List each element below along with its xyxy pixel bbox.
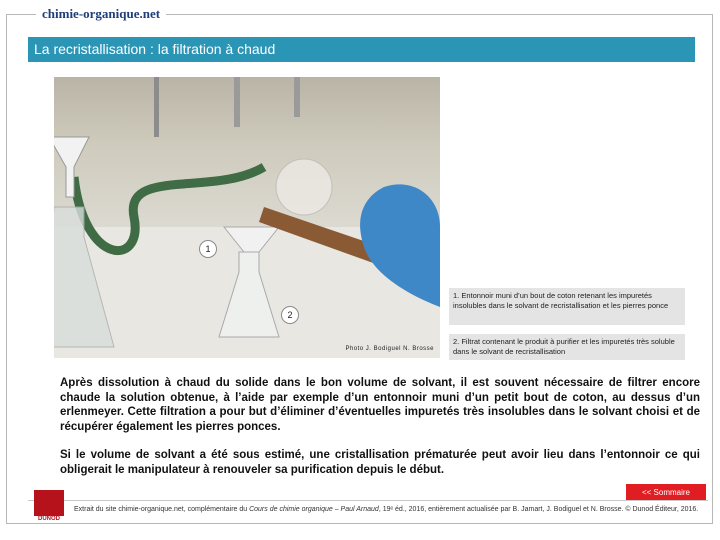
caption-2: 2. Filtrat contenant le produit à purifier et les impuretés très soluble dans le solvant de recristallisation [449, 334, 685, 360]
photo-illustration [54, 77, 440, 358]
logo-text: DUNOD [38, 516, 60, 522]
caption-1: 1. Entonnoir muni d’un bout de coton retenant les impuretés insolubles dans le solvant de recristallisation et les pierres ponce [449, 288, 685, 325]
page-title: La recristallisation : la filtration à chaud [28, 37, 695, 62]
lab-photo [54, 77, 440, 358]
sommaire-button[interactable]: << Sommaire [626, 484, 706, 501]
footer-credit [74, 505, 714, 515]
site-name: chimie-organique.net [36, 6, 166, 22]
footer-divider [28, 500, 708, 501]
rod [154, 77, 159, 137]
round-flask [276, 159, 332, 215]
photo-label-1: 1 [199, 240, 217, 258]
photo-label-2: 2 [281, 306, 299, 324]
paragraph-1: Après dissolution à chaud du solide dans le bon volume de solvant, il est souvent nécessaire de filtrer encore chaude la solution obtenue, à l’aide par exemple d’un entonnoir muni d’un petit bout de coton, au dessus d’un erlenmeyer. Cette filtration a pour but d’éliminer d’éventuelles impuretés très insolubles dans le solvant choisi et de récupérer également les pierres ponces. [60, 377, 700, 433]
footer-book-title: Cours de chimie organique – Paul Arnaud [249, 506, 379, 513]
logo-mark [34, 490, 64, 516]
footer-text-a: Extrait du site chimie-organique.net, complémentaire du [74, 506, 250, 513]
dunod-logo [34, 490, 64, 524]
rod [234, 77, 240, 127]
funnel-left [54, 137, 89, 197]
photo-credit: Photo J. Bodiguel N. Brosse [345, 346, 434, 352]
footer-text-b: , 19ᵉ éd., 2016, entièrement actualisée par B. Jamart, J. Bodiguel et N. Brosse. © Dunod Éditeur, 2016. [378, 506, 699, 513]
paragraph-2: Si le volume de solvant a été sous estimé, une cristallisation prématurée peut avoir lieu dans l’entonnoir ce qui obligerait le manipulateur à renouveler sa purification depuis le début. [60, 449, 700, 476]
rod [294, 77, 300, 117]
